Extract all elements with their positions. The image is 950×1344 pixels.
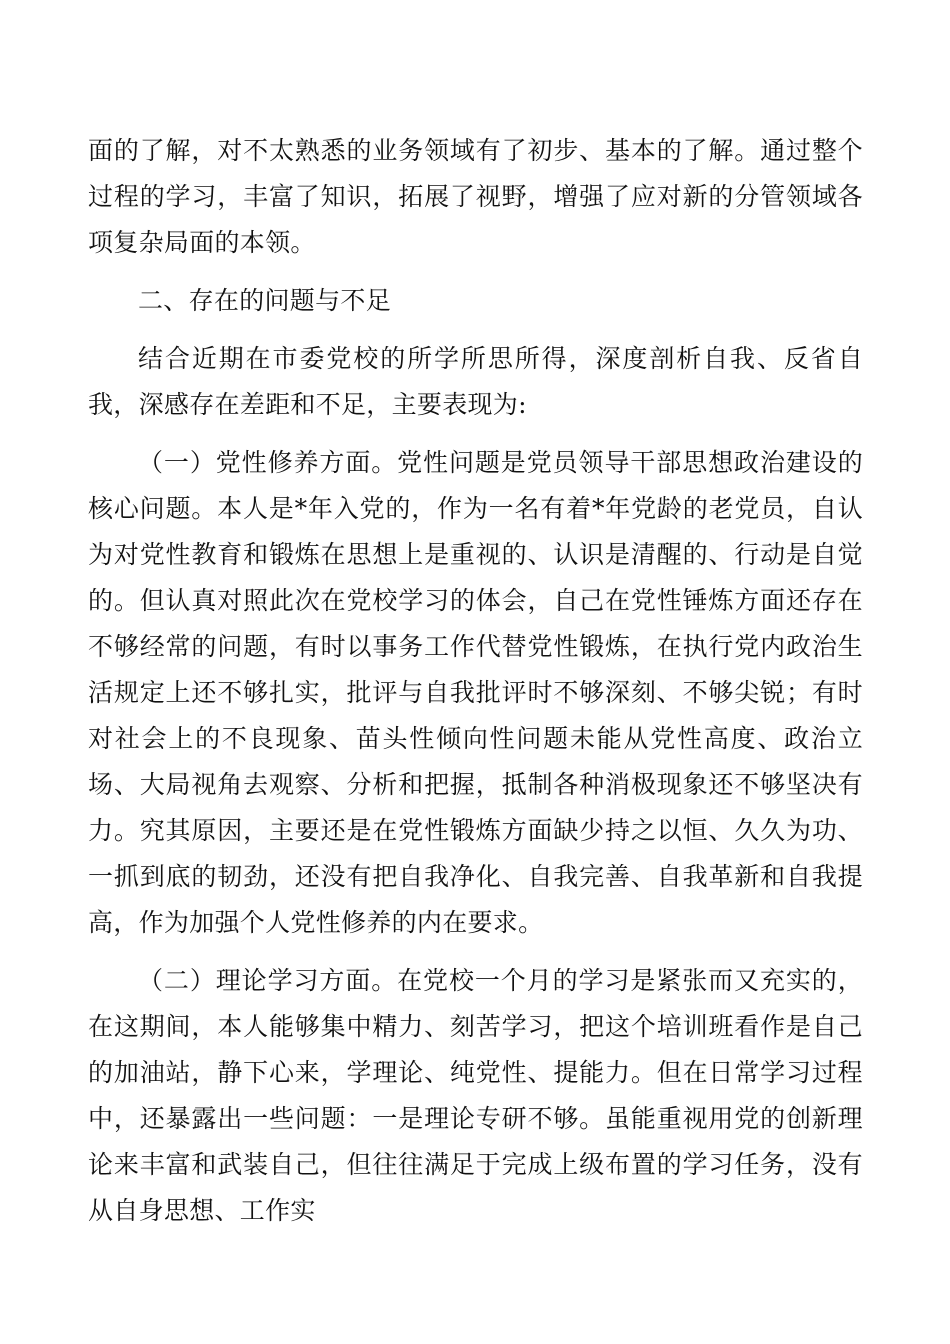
paragraph-intro: 结合近期在市委党校的所学所思所得，深度剖析自我、反省自我，深感存在差距和不足，主要表现为:: [88, 344, 863, 419]
paragraph-party-spirit: （一）党性修养方面。党性问题是党员领导干部思想政治建设的核心问题。本人是*年入党的，作为一名有着*年党龄的老党员，自认为对党性教育和锻炼在思想上是重视的、认识是清醒的、行动是自觉的。但认真对照此次在党校学习的体会，自己在党性锤炼方面还存在不够经常的问题，有时以事务工作代替党性锻炼，在执行党内政治生活规定上还不够扎实，批评与自我批评时不够深刻、不够尖锐；有时对社会上的不良现象、苗头性倾向性问题未能从党性高度、政治立场、大局视角去观察、分析和把握，抵制各种消极现象还不够坚决有力。究其原因，主要还是在党性锻炼方面缺少持之以恒、久久为功、一抓到底的韧劲，还没有把自我净化、自我完善、自我革新和自我提高，作为加强个人党性修养的内在要求。: [88, 448, 863, 937]
section-heading: 二、存在的问题与不足: [138, 286, 392, 315]
document-body: [88, 128, 863, 1234]
paragraph-continuation: 面的了解，对不太熟悉的业务领域有了初步、基本的了解。通过整个过程的学习，丰富了知识，拓展了视野，增强了应对新的分管领域各项复杂局面的本领。: [88, 136, 863, 257]
paragraph-theory-study: （二）理论学习方面。在党校一个月的学习是紧张而又充实的，在这期间，本人能够集中精力、刻苦学习，把这个培训班看作是自己的加油站，静下心来，学理论、纯党性、提能力。但在日常学习过程中，还暴露出一些问题：一是理论专研不够。虽能重视用党的创新理论来丰富和武装自己，但往往满足于完成上级布置的学习任务，没有从自身思想、工作实: [88, 966, 863, 1225]
